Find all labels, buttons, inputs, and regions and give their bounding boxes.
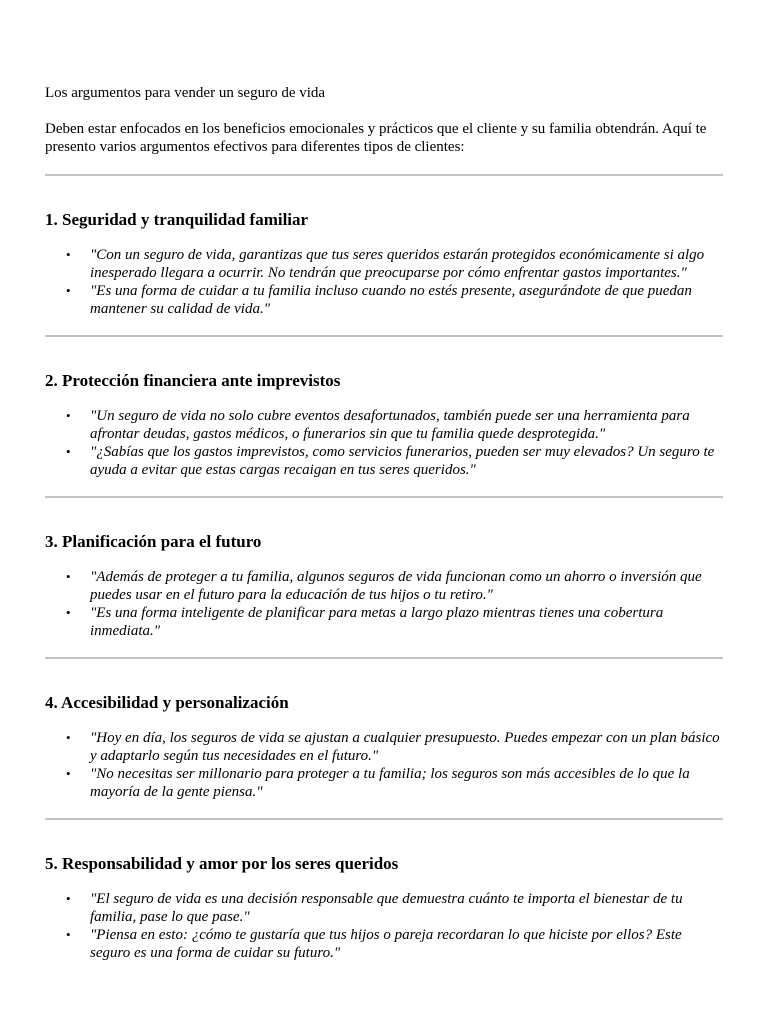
section-divider	[45, 657, 723, 659]
argument-text: "Es una forma de cuidar a tu familia incluso cuando no estés presente, asegurándote de que puedan mantener su calidad de vida."	[90, 283, 692, 317]
bullet-icon: •	[66, 927, 71, 942]
argument-text: "No necesitas ser millonario para proteger a tu familia; los seguros son más accesibles de lo que la mayoría de la gente piensa."	[90, 766, 690, 800]
argument-list	[45, 729, 723, 801]
argument-item	[66, 729, 723, 765]
argument-item	[66, 890, 723, 926]
argument-item	[66, 926, 723, 962]
section-1	[45, 174, 723, 318]
argument-item	[66, 765, 723, 801]
bullet-icon: •	[66, 283, 71, 298]
argument-text: "Con un seguro de vida, garantizas que tus seres queridos estarán protegidos económicamente si algo inesperado llegara a ocurrir. No tendrán que preocuparse por cómo enfrentar gastos importantes."	[90, 247, 705, 281]
sections-container	[45, 174, 723, 962]
section-divider	[45, 818, 723, 820]
argument-list	[45, 246, 723, 318]
bullet-icon: •	[66, 444, 71, 459]
bullet-icon: •	[66, 766, 71, 781]
document-title: Los argumentos para vender un seguro de vida	[45, 85, 326, 101]
section-divider	[45, 174, 723, 176]
bullet-icon: •	[66, 605, 71, 620]
section-5	[45, 818, 723, 962]
argument-text: "¿Sabías que los gastos imprevistos, como servicios funerarios, pueden ser muy elevados? Un seguro te ayuda a evitar que estas cargas recaigan en tus seres queridos."	[90, 444, 715, 478]
argument-list	[45, 407, 723, 479]
bullet-icon: •	[66, 408, 71, 423]
bullet-icon: •	[66, 569, 71, 584]
argument-text: "El seguro de vida es una decisión responsable que demuestra cuánto te importa el bienestar de tu familia, pase lo que pase."	[90, 891, 683, 925]
intro-paragraph: Deben estar enfocados en los beneficios emocionales y prácticos que el cliente y su familia obtendrán. Aquí te presento varios argumentos efectivos para diferentes tipos de clientes:	[45, 121, 707, 155]
argument-item	[66, 282, 723, 318]
section-heading: 1. Seguridad y tranquilidad familiar	[45, 210, 309, 229]
section-divider	[45, 335, 723, 337]
section-3	[45, 496, 723, 640]
argument-text: "Además de proteger a tu familia, algunos seguros de vida funcionan como un ahorro o inversión que puedes usar en el futuro para la educación de tus hijos o tu retiro."	[90, 569, 702, 603]
argument-item	[66, 407, 723, 443]
argument-text: "Es una forma inteligente de planificar para metas a largo plazo mientras tienes una cobertura inmediata."	[90, 605, 664, 639]
argument-text: "Un seguro de vida no solo cubre eventos desafortunados, también puede ser una herramienta para afrontar deudas, gastos médicos, o funerarios sin que tu familia quede desprotegida."	[90, 408, 690, 442]
section-divider	[45, 496, 723, 498]
argument-text: "Hoy en día, los seguros de vida se ajustan a cualquier presupuesto. Puedes empezar con un plan básico y adaptarlo según tus necesidades en el futuro."	[90, 730, 720, 764]
argument-item	[66, 443, 723, 479]
argument-list	[45, 568, 723, 640]
argument-text: "Piensa en esto: ¿cómo te gustaría que tus hijos o pareja recordaran lo que hiciste por ellos? Este seguro es una forma de cuidar su futuro."	[90, 927, 682, 961]
argument-item	[66, 568, 723, 604]
bullet-icon: •	[66, 247, 71, 262]
section-heading: 3. Planificación para el futuro	[45, 532, 262, 551]
section-heading: 4. Accesibilidad y personalización	[45, 693, 289, 712]
section-heading: 2. Protección financiera ante imprevistos	[45, 371, 341, 390]
section-2	[45, 335, 723, 479]
section-heading: 5. Responsabilidad y amor por los seres queridos	[45, 854, 399, 873]
bullet-icon: •	[66, 891, 71, 906]
bullet-icon: •	[66, 730, 71, 745]
argument-item	[66, 246, 723, 282]
argument-item	[66, 604, 723, 640]
argument-list	[45, 890, 723, 962]
section-4	[45, 657, 723, 801]
